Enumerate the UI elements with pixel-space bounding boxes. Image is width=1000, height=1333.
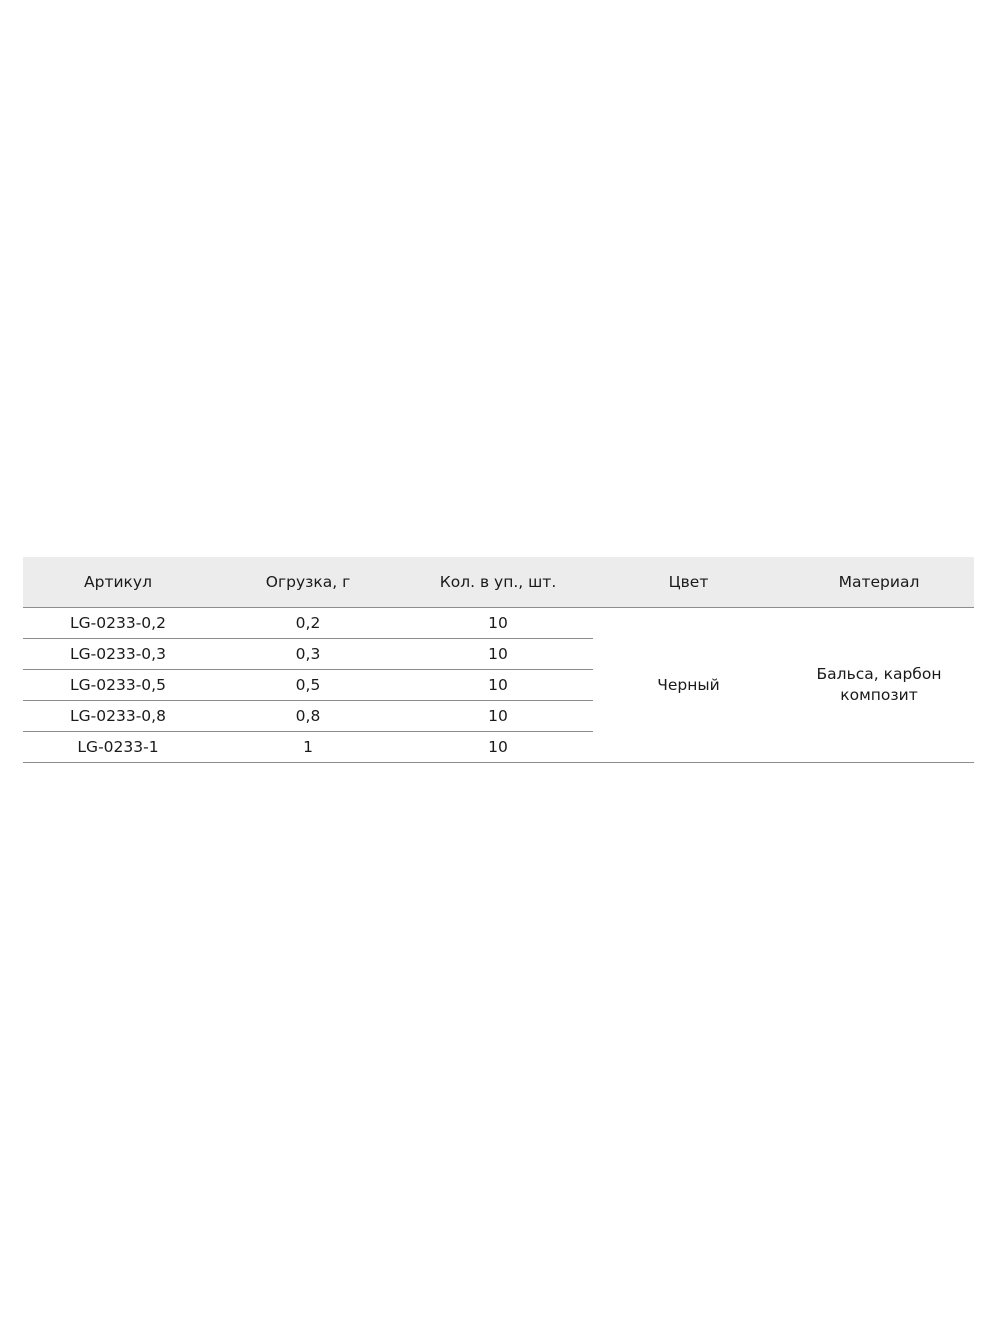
cell-load: 0,3 — [213, 639, 403, 670]
table-body — [23, 608, 974, 763]
cell-article: LG-0233-1 — [23, 732, 213, 763]
cell-load: 0,5 — [213, 670, 403, 701]
cell-load: 1 — [213, 732, 403, 763]
spec-table — [23, 557, 974, 763]
cell-load: 0,2 — [213, 608, 403, 639]
header-article: Артикул — [23, 557, 213, 608]
header-qty: Кол. в уп., шт. — [403, 557, 593, 608]
cell-qty: 10 — [403, 732, 593, 763]
cell-article: LG-0233-0,3 — [23, 639, 213, 670]
cell-article: LG-0233-0,2 — [23, 608, 213, 639]
cell-qty: 10 — [403, 608, 593, 639]
material-line-1: Бальса, карбон — [816, 665, 942, 683]
cell-article: LG-0233-0,5 — [23, 670, 213, 701]
header-material: Материал — [784, 557, 974, 608]
header-load: Огрузка, г — [213, 557, 403, 608]
cell-load: 0,8 — [213, 701, 403, 732]
header-color: Цвет — [593, 557, 784, 608]
cell-color: Черный — [593, 608, 784, 763]
header-row — [23, 557, 974, 608]
material-line-2: композит — [840, 686, 918, 704]
cell-qty: 10 — [403, 670, 593, 701]
cell-material — [784, 608, 974, 763]
cell-qty: 10 — [403, 639, 593, 670]
table-header — [23, 557, 974, 608]
table-row — [23, 608, 974, 639]
cell-qty: 10 — [403, 701, 593, 732]
cell-article: LG-0233-0,8 — [23, 701, 213, 732]
